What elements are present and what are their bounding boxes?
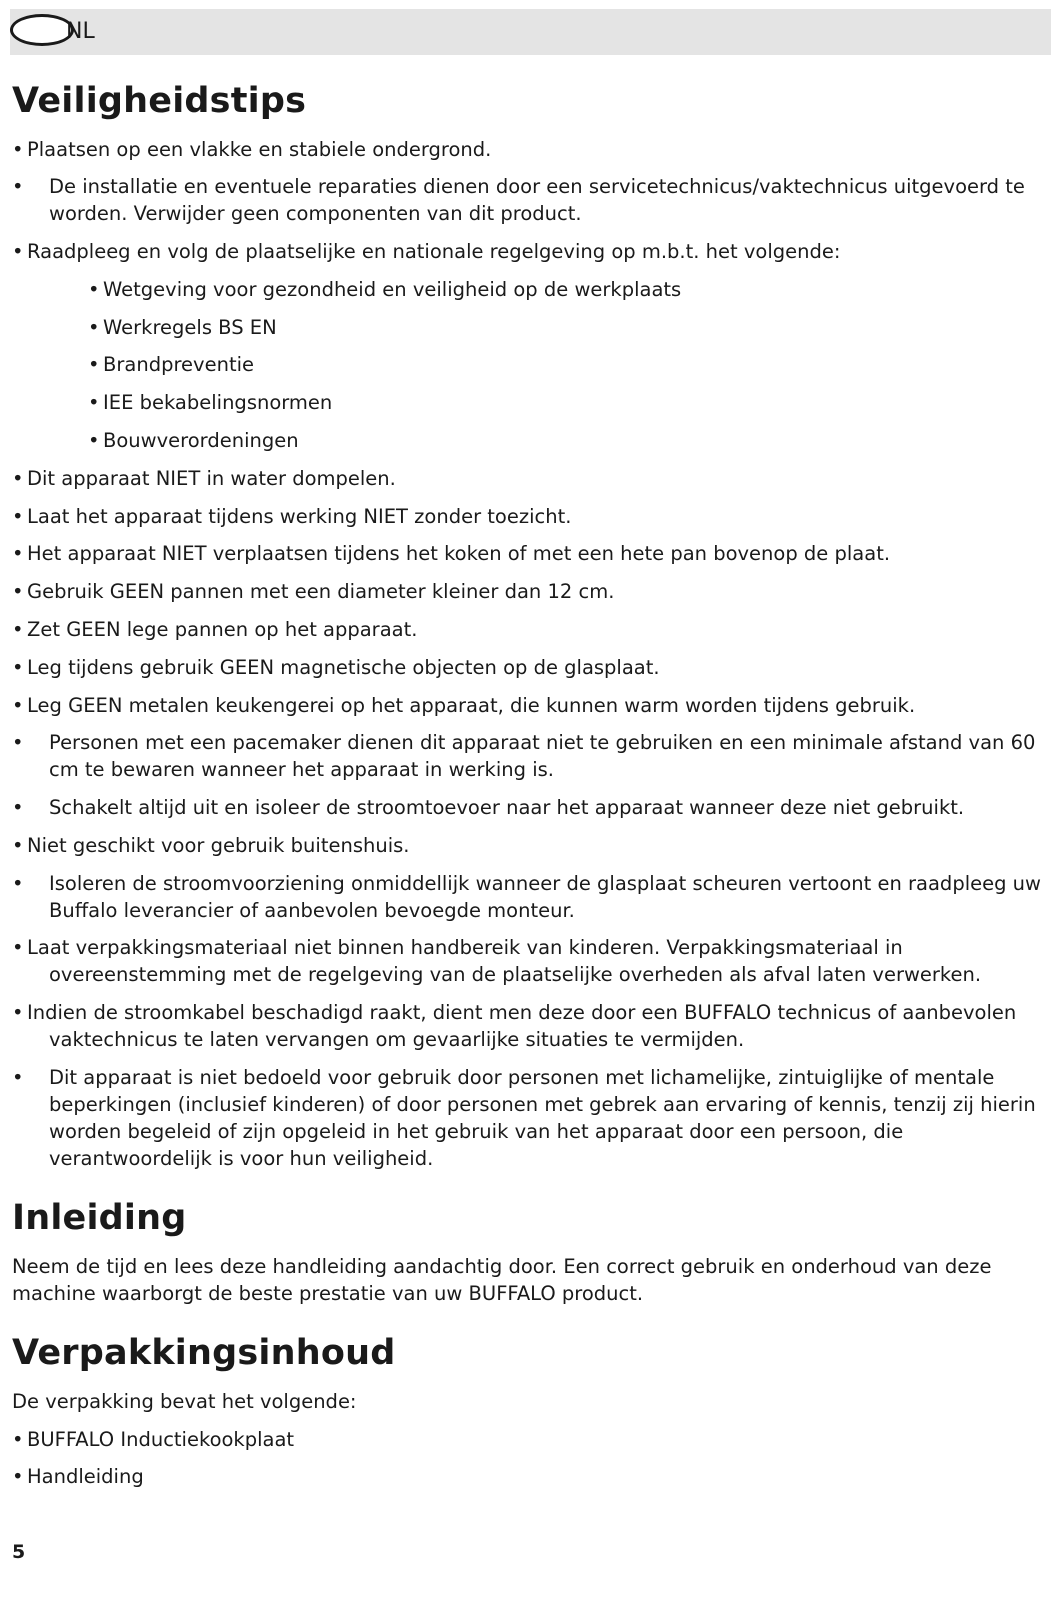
list-item: • Raadpleeg en volg de plaatselijke en nationale regelgeving op m.b.t. het volgende: — [12, 240, 841, 263]
list-item: • Dit apparaat is niet bedoeld voor gebruik door personen met lichamelijke, zintuiglijke of mentale beperkingen (inclusief kinderen) of door personen met gebrek aan ervaring of kennis, tenzij zij hierin worden begeleid of zijn opgeleid in het gebruik van het apparaat door een persoon, die verantwoordelijk is voor hun veiligheid. — [12, 1066, 1036, 1170]
sub-list-item: • Brandpreventie — [88, 353, 255, 376]
intro-heading: Inleiding — [12, 1198, 187, 1238]
sub-list-item: • IEE bekabelingsnormen — [88, 391, 333, 414]
page-number: 5 — [12, 1541, 26, 1563]
list-item: • Het apparaat NIET verplaatsen tijdens het koken of met een hete pan bovenop de plaat. — [12, 542, 891, 565]
list-item: • Personen met een pacemaker dienen dit apparaat niet te gebruiken en een minimale afstand van 60 cm te bewaren wanneer het apparaat in werking is. — [12, 731, 1036, 781]
list-item: • Laat het apparaat tijdens werking NIET zonder toezicht. — [12, 505, 572, 528]
list-item: • Zet GEEN lege pannen op het apparaat. — [12, 618, 418, 641]
list-item: • Dit apparaat NIET in water dompelen. — [12, 467, 396, 490]
list-item: • Isoleren de stroomvoorziening onmiddellijk wanneer de glasplaat scheuren vertoont en raadpleeg uw Buffalo leverancier of aanbevolen bevoegde monteur. — [12, 872, 1041, 922]
intro-paragraph: Neem de tijd en lees deze handleiding aandachtig door. Een correct gebruik en onderhoud van deze machine waarborgt de beste prestatie van uw BUFFALO product. — [12, 1255, 992, 1305]
language-header-bar — [10, 9, 1051, 55]
language-badge-icon — [10, 14, 74, 46]
list-item: • Schakelt altijd uit en isoleer de stroomtoevoer naar het apparaat wanneer deze niet gebruikt. — [12, 796, 965, 819]
list-item: • Leg tijdens gebruik GEEN magnetische objecten op de glasplaat. — [12, 656, 660, 679]
list-item: • Leg GEEN metalen keukengerei op het apparaat, die kunnen warm worden tijdens gebruik. — [12, 694, 916, 717]
list-item: • Indien de stroomkabel beschadigd raakt, dient men deze door een BUFFALO technicus of aanbevolen vaktechnicus te laten vervangen om gevaarlijke situaties te vermijden. — [12, 1001, 1017, 1051]
list-item: • Plaatsen op een vlakke en stabiele ondergrond. — [12, 138, 492, 161]
sub-list-item: • Wetgeving voor gezondheid en veiligheid op de werkplaats — [88, 278, 682, 301]
list-item: • Gebruik GEEN pannen met een diameter kleiner dan 12 cm. — [12, 580, 615, 603]
sub-list-item: • Bouwverordeningen — [88, 429, 299, 452]
contents-heading: Verpakkingsinhoud — [12, 1333, 396, 1373]
list-item: • De installatie en eventuele reparaties dienen door een servicetechnicus/vaktechnicus uitgevoerd te worden. Verwijder geen componenten van dit product. — [12, 175, 1025, 225]
language-code: NL — [66, 19, 95, 44]
sub-list-item: • Werkregels BS EN — [88, 316, 277, 339]
safety-heading: Veiligheidstips — [12, 81, 307, 121]
list-item: • BUFFALO Inductiekookplaat — [12, 1428, 295, 1451]
contents-lead: De verpakking bevat het volgende: — [12, 1390, 357, 1413]
list-item: • Niet geschikt voor gebruik buitenshuis. — [12, 834, 410, 857]
list-item: • Handleiding — [12, 1465, 144, 1488]
list-item: • Laat verpakkingsmateriaal niet binnen handbereik van kinderen. Verpakkingsmateriaal in overeenstemming met de regelgeving van de plaatselijke overheden als afval laten verwerken. — [12, 936, 982, 986]
